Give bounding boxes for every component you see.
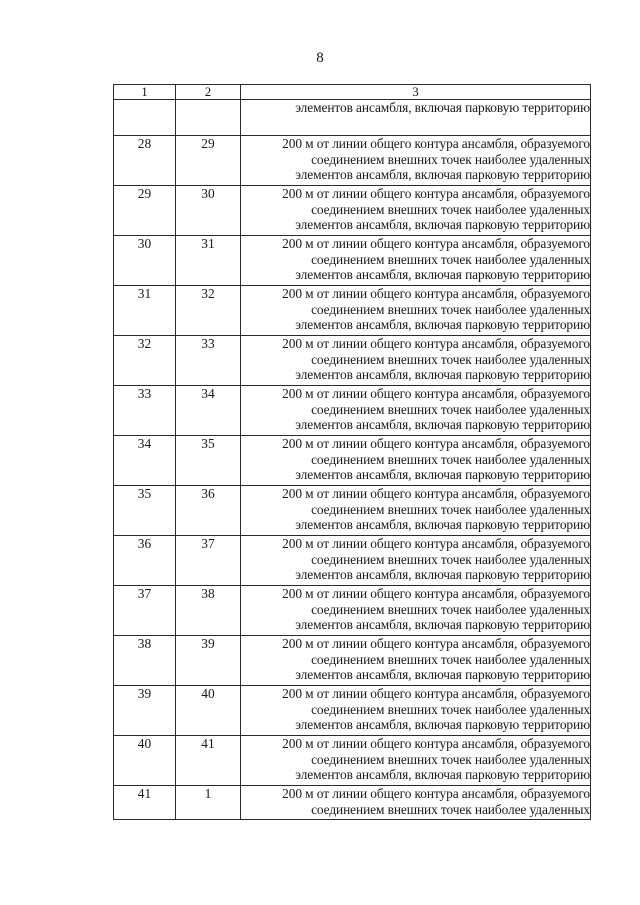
- cell-point-from: 34: [114, 436, 176, 486]
- cell-description: [241, 286, 591, 336]
- table-row: [114, 486, 591, 536]
- cell-point-from: 29: [114, 186, 176, 236]
- table-row: [114, 186, 591, 236]
- description-line: элементов ансамбля, включая парковую территорию: [295, 767, 590, 783]
- cell-point-to: 38: [176, 586, 241, 636]
- description-line: элементов ансамбля, включая парковую территорию: [295, 317, 590, 333]
- header-col-3: 3: [241, 85, 591, 100]
- cell-point-from: 38: [114, 636, 176, 686]
- table-row: [114, 786, 591, 820]
- cell-point-to: 37: [176, 536, 241, 586]
- cell-description: [241, 786, 591, 820]
- description-line: соединением внешних точек наиболее удаленных: [311, 751, 590, 767]
- cell-point-to: 39: [176, 636, 241, 686]
- table-row: [114, 436, 591, 486]
- table-row: [114, 386, 591, 436]
- table-row: [114, 236, 591, 286]
- description-line: элементов ансамбля, включая парковую территорию: [295, 467, 590, 483]
- cell-description: [241, 686, 591, 736]
- cell-point-to: 33: [176, 336, 241, 386]
- description-line: элементов ансамбля, включая парковую территорию: [295, 217, 590, 233]
- boundary-points-table: [113, 84, 591, 820]
- description-line: соединением внешних точек наиболее удаленных: [311, 551, 590, 567]
- description-line: соединением внешних точек наиболее удаленных: [311, 151, 590, 167]
- cell-description: [241, 100, 591, 136]
- description-line: 200 м от линии общего контура ансамбля, образуемого: [282, 436, 590, 451]
- cell-point-from: 33: [114, 386, 176, 436]
- description-line: соединением внешних точек наиболее удаленных: [311, 301, 590, 317]
- description-line: соединением внешних точек наиболее удаленных: [311, 651, 590, 667]
- table-row: [114, 136, 591, 186]
- description-line: соединением внешних точек наиболее удаленных: [311, 601, 590, 617]
- description-line: соединением внешних точек наиболее удаленных: [311, 501, 590, 517]
- cell-description: [241, 136, 591, 186]
- cell-description: [241, 586, 591, 636]
- description-line: 200 м от линии общего контура ансамбля, образуемого: [282, 736, 590, 751]
- description-line: 200 м от линии общего контура ансамбля, образуемого: [282, 486, 590, 501]
- cell-description: [241, 736, 591, 786]
- description-line: 200 м от линии общего контура ансамбля, образуемого: [282, 636, 590, 651]
- description-line: соединением внешних точек наиболее удаленных: [311, 701, 590, 717]
- cell-point-to: 34: [176, 386, 241, 436]
- cell-point-from: 31: [114, 286, 176, 336]
- description-line: 200 м от линии общего контура ансамбля, образуемого: [282, 536, 590, 551]
- cell-description: [241, 236, 591, 286]
- description-line: 200 м от линии общего контура ансамбля, образуемого: [282, 786, 590, 801]
- cell-point-from: 30: [114, 236, 176, 286]
- description-line: соединением внешних точек наиболее удаленных: [311, 451, 590, 467]
- header-col-1: 1: [114, 85, 176, 100]
- cell-description: [241, 386, 591, 436]
- cell-point-from: 37: [114, 586, 176, 636]
- description-line: элементов ансамбля, включая парковую территорию: [295, 667, 590, 683]
- cell-point-to: 29: [176, 136, 241, 186]
- cell-point-to: 40: [176, 686, 241, 736]
- table-row: [114, 336, 591, 386]
- cell-point-to: 31: [176, 236, 241, 286]
- table-row: [114, 286, 591, 336]
- table-header-row: [114, 85, 591, 100]
- table-row: [114, 636, 591, 686]
- description-line: соединением внешних точек наиболее удаленных: [311, 251, 590, 267]
- description-line: элементов ансамбля, включая парковую территорию: [295, 167, 590, 183]
- cell-point-from: 36: [114, 536, 176, 586]
- cell-point-from: 32: [114, 336, 176, 386]
- description-line: 200 м от линии общего контура ансамбля, образуемого: [282, 686, 590, 701]
- cell-point-from: 40: [114, 736, 176, 786]
- table-row-continued: [114, 100, 591, 136]
- table-body: [114, 100, 591, 820]
- description-line: соединением внешних точек наиболее удаленных: [311, 201, 590, 217]
- description-line: 200 м от линии общего контура ансамбля, образуемого: [282, 236, 590, 251]
- cell-description: [241, 636, 591, 686]
- cell-description: [241, 536, 591, 586]
- description-line: элементов ансамбля, включая парковую территорию: [295, 267, 590, 283]
- description-line: элементов ансамбля, включая парковую территорию: [295, 617, 590, 633]
- table-row: [114, 736, 591, 786]
- page-number: 8: [316, 50, 324, 66]
- table-row: [114, 586, 591, 636]
- description-line: элементов ансамбля, включая парковую территорию: [295, 517, 590, 533]
- description-line: элементов ансамбля, включая парковую территорию: [295, 417, 590, 433]
- description-line: 200 м от линии общего контура ансамбля, образуемого: [282, 586, 590, 601]
- cell-description: [241, 186, 591, 236]
- description-line: 200 м от линии общего контура ансамбля, образуемого: [282, 336, 590, 351]
- description-line: соединением внешних точек наиболее удаленных: [311, 351, 590, 367]
- cell-point-to: 1: [176, 786, 241, 820]
- cell-point-to: 32: [176, 286, 241, 336]
- cell-point-to: 35: [176, 436, 241, 486]
- description-line: соединением внешних точек наиболее удаленных: [311, 401, 590, 417]
- cell-point-from: 28: [114, 136, 176, 186]
- cell-point-to: 36: [176, 486, 241, 536]
- description-line: элементов ансамбля, включая парковую территорию: [295, 717, 590, 733]
- cell-point-from: 39: [114, 686, 176, 736]
- description-line: элементов ансамбля, включая парковую территорию: [295, 367, 590, 383]
- cell-description: [241, 336, 591, 386]
- cell-description: [241, 436, 591, 486]
- description-line: соединением внешних точек наиболее удаленных: [311, 801, 590, 817]
- cell-point-to: [176, 100, 241, 136]
- description-line: элементов ансамбля, включая парковую территорию: [295, 567, 590, 583]
- description-line: 200 м от линии общего контура ансамбля, образуемого: [282, 386, 590, 401]
- cell-description: [241, 486, 591, 536]
- description-line: 200 м от линии общего контура ансамбля, образуемого: [282, 286, 590, 301]
- description-line: элементов ансамбля, включая парковую территорию: [295, 100, 590, 115]
- cell-point-from: [114, 100, 176, 136]
- description-line: 200 м от линии общего контура ансамбля, образуемого: [282, 186, 590, 201]
- header-col-2: 2: [176, 85, 241, 100]
- table-row: [114, 536, 591, 586]
- cell-point-from: 41: [114, 786, 176, 820]
- table-row: [114, 686, 591, 736]
- cell-point-to: 41: [176, 736, 241, 786]
- description-line: 200 м от линии общего контура ансамбля, образуемого: [282, 136, 590, 151]
- cell-point-from: 35: [114, 486, 176, 536]
- cell-point-to: 30: [176, 186, 241, 236]
